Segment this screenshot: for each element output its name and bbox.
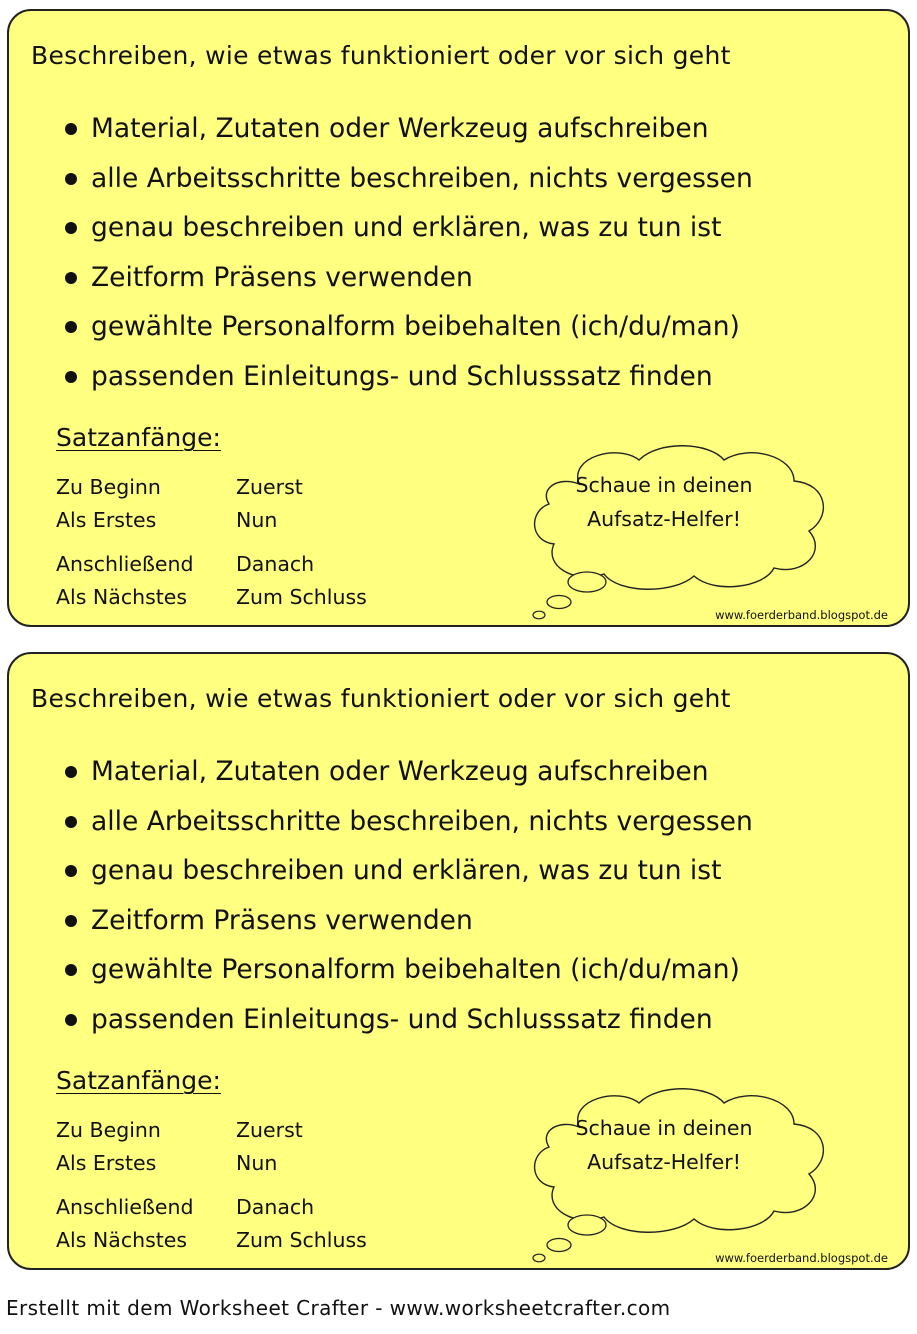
list-item: [65, 208, 753, 258]
list-item-text: Zeitform Präsens verwenden: [91, 261, 473, 293]
bullet-icon: [65, 865, 77, 877]
cloud-line: Schaue in deinen: [575, 473, 753, 497]
list-item: [65, 357, 753, 407]
bullet-icon: [65, 371, 77, 383]
starter-phrase: Zum Schluss: [236, 1228, 367, 1252]
starter-phrase: Nun: [236, 508, 278, 532]
list-item: [65, 258, 753, 308]
list-item-text: genau beschreiben und erklären, was zu tun ist: [91, 855, 722, 886]
footer-credit: Erstellt mit dem Worksheet Crafter - www.worksheetcrafter.com: [6, 1296, 671, 1320]
list-item: [65, 752, 753, 802]
list-item-text: passenden Einleitungs- und Schlusssatz finden: [91, 1003, 713, 1035]
bullet-icon: [65, 915, 77, 927]
list-item-text: alle Arbeitsschritte beschreiben, nichts vergessen: [91, 162, 753, 194]
bullet-icon: [65, 1014, 77, 1026]
starter-phrase: Zum Schluss: [236, 585, 367, 609]
list-item: [65, 851, 753, 901]
starter-phrase: Als Nächstes: [56, 585, 188, 609]
starters-heading: Satzanfänge:: [56, 423, 221, 452]
list-item: [65, 307, 753, 357]
list-item: [65, 802, 753, 852]
list-item-text: passenden Einleitungs- und Schlusssatz finden: [91, 360, 713, 392]
list-item: [65, 950, 753, 1000]
cloud-text: [539, 1111, 789, 1179]
starter-phrase: Zuerst: [236, 475, 303, 499]
bullet-icon: [65, 272, 77, 284]
list-item-text: gewählte Personalform beibehalten (ich/du/man): [91, 311, 740, 342]
cloud-text: [539, 468, 789, 536]
bullet-icon: [65, 123, 77, 135]
starter-phrase: Als Erstes: [56, 508, 157, 532]
tips-list: [65, 752, 753, 1049]
list-item-text: Zeitform Präsens verwenden: [91, 904, 473, 936]
starter-phrase: Zu Beginn: [56, 1118, 161, 1142]
starter-phrase: Als Nächstes: [56, 1228, 188, 1252]
starter-phrase: Zu Beginn: [56, 475, 161, 499]
source-url: www.foerderband.blogspot.de: [715, 1251, 888, 1265]
list-item-text: gewählte Personalform beibehalten (ich/du/man): [91, 954, 740, 985]
list-item: [65, 159, 753, 209]
starters-heading: Satzanfänge:: [56, 1066, 221, 1095]
bullet-icon: [65, 321, 77, 333]
cloud-line: Aufsatz-Helfer!: [587, 507, 741, 531]
bullet-icon: [65, 173, 77, 185]
bullet-icon: [65, 222, 77, 234]
starter-phrase: Als Erstes: [56, 1151, 157, 1175]
list-item-text: genau beschreiben und erklären, was zu tun ist: [91, 212, 722, 243]
source-url: www.foerderband.blogspot.de: [715, 608, 888, 622]
starter-phrase: Zuerst: [236, 1118, 303, 1142]
card-title: Beschreiben, wie etwas funktioniert oder vor sich geht: [31, 41, 731, 70]
cloud-line: Schaue in deinen: [575, 1116, 753, 1140]
info-card-1: [7, 9, 910, 627]
list-item: [65, 109, 753, 159]
card-title: Beschreiben, wie etwas funktioniert oder vor sich geht: [31, 684, 731, 713]
list-item: [65, 901, 753, 951]
bullet-icon: [65, 766, 77, 778]
starter-phrase: Nun: [236, 1151, 278, 1175]
cloud-line: Aufsatz-Helfer!: [587, 1150, 741, 1174]
tips-list: [65, 109, 753, 406]
starter-phrase: Danach: [236, 1195, 315, 1219]
starter-phrase: Danach: [236, 552, 315, 576]
list-item-text: Material, Zutaten oder Werkzeug aufschreiben: [91, 756, 709, 787]
bullet-icon: [65, 816, 77, 828]
list-item-text: Material, Zutaten oder Werkzeug aufschreiben: [91, 113, 709, 144]
bullet-icon: [65, 964, 77, 976]
list-item-text: alle Arbeitsschritte beschreiben, nichts vergessen: [91, 805, 753, 837]
list-item: [65, 1000, 753, 1050]
info-card-2: [7, 652, 910, 1270]
starter-phrase: Anschließend: [56, 552, 194, 576]
starter-phrase: Anschließend: [56, 1195, 194, 1219]
